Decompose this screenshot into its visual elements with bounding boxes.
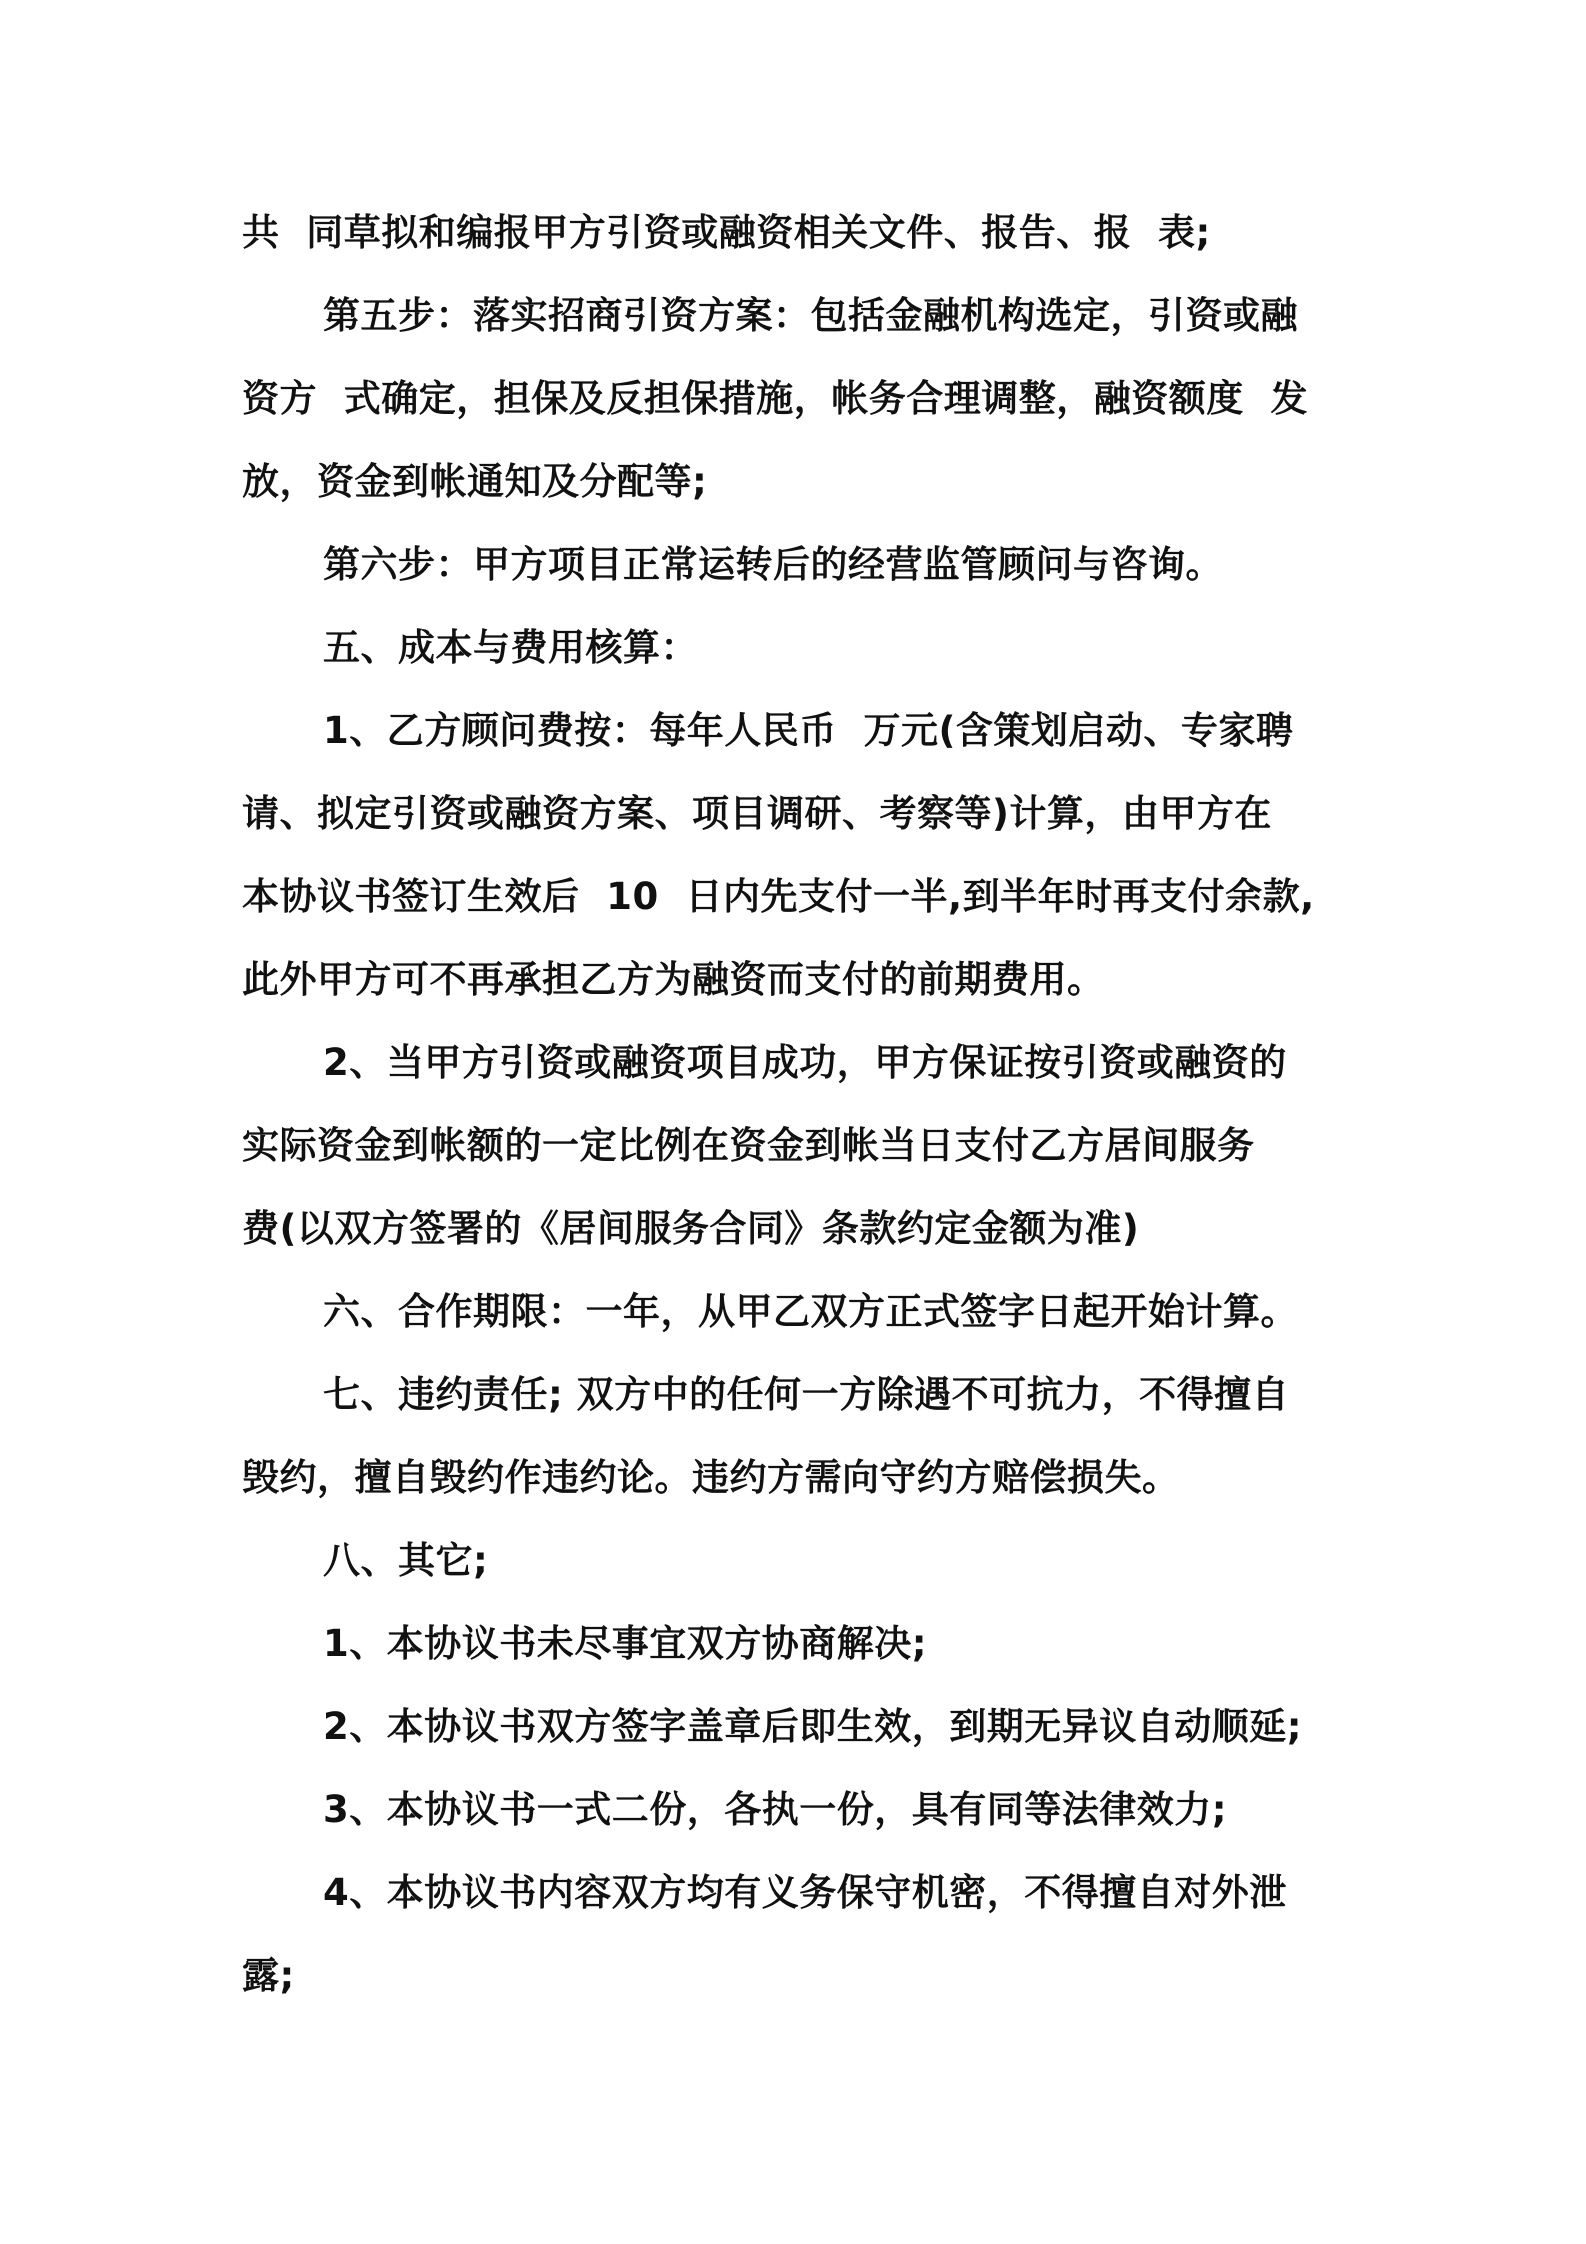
- text-line: 3、本协议书一式二份，各执一份，具有同等法律效力;: [323, 1788, 1228, 1831]
- text-line: 实际资金到帐额的一定比例在资金到帐当日支付乙方居间服务: [242, 1124, 1255, 1167]
- text-line: 第五步：落实招商引资方案：包括金融机构选定，引资或融: [323, 294, 1298, 337]
- text-line: 费(以双方签署的《居间服务合同》条款约定金额为准): [242, 1207, 1140, 1250]
- text-line: 放，资金到帐通知及分配等;: [242, 460, 708, 503]
- text-line: 1、本协议书未尽事宜双方协商解决;: [323, 1622, 928, 1665]
- text-line: 本协议书签订生效后 10 日内先支付一半,到半年时再支付余款,: [242, 875, 1315, 918]
- text-line: 共 同草拟和编报甲方引资或融资相关文件、报告、报 表;: [242, 211, 1211, 254]
- section-heading: 六、合作期限：一年，从甲乙双方正式签字日起开始计算。: [323, 1290, 1298, 1333]
- text-line: 此外甲方可不再承担乙方为融资而支付的前期费用。: [242, 958, 1105, 1001]
- text-line: 2、本协议书双方签字盖章后即生效，到期无异议自动顺延;: [323, 1705, 1303, 1748]
- text-line: 毁约，擅自毁约作违约论。违约方需向守约方赔偿损失。: [242, 1456, 1180, 1499]
- text-line: 2、当甲方引资或融资项目成功，甲方保证按引资或融资的: [323, 1041, 1287, 1084]
- text-line: 请、拟定引资或融资方案、项目调研、考察等)计算，由甲方在: [242, 792, 1272, 835]
- text-line: 第六步：甲方项目正常运转后的经营监管顾问与咨询。: [323, 543, 1223, 586]
- text-line: 露;: [242, 1954, 295, 1997]
- text-line: 1、乙方顾问费按：每年人民币 万元(含策划启动、专家聘: [323, 709, 1294, 752]
- section-heading: 七、违约责任; 双方中的任何一方除遇不可抗力，不得擅自: [323, 1373, 1290, 1416]
- section-heading: 五、成本与费用核算：: [323, 626, 698, 669]
- section-heading: 八、其它;: [323, 1539, 489, 1582]
- text-line: 4、本协议书内容双方均有义务保守机密，不得擅自对外泄: [323, 1871, 1287, 1914]
- text-line: 资方 式确定，担保及反担保措施，帐务合理调整，融资额度 发: [242, 377, 1309, 420]
